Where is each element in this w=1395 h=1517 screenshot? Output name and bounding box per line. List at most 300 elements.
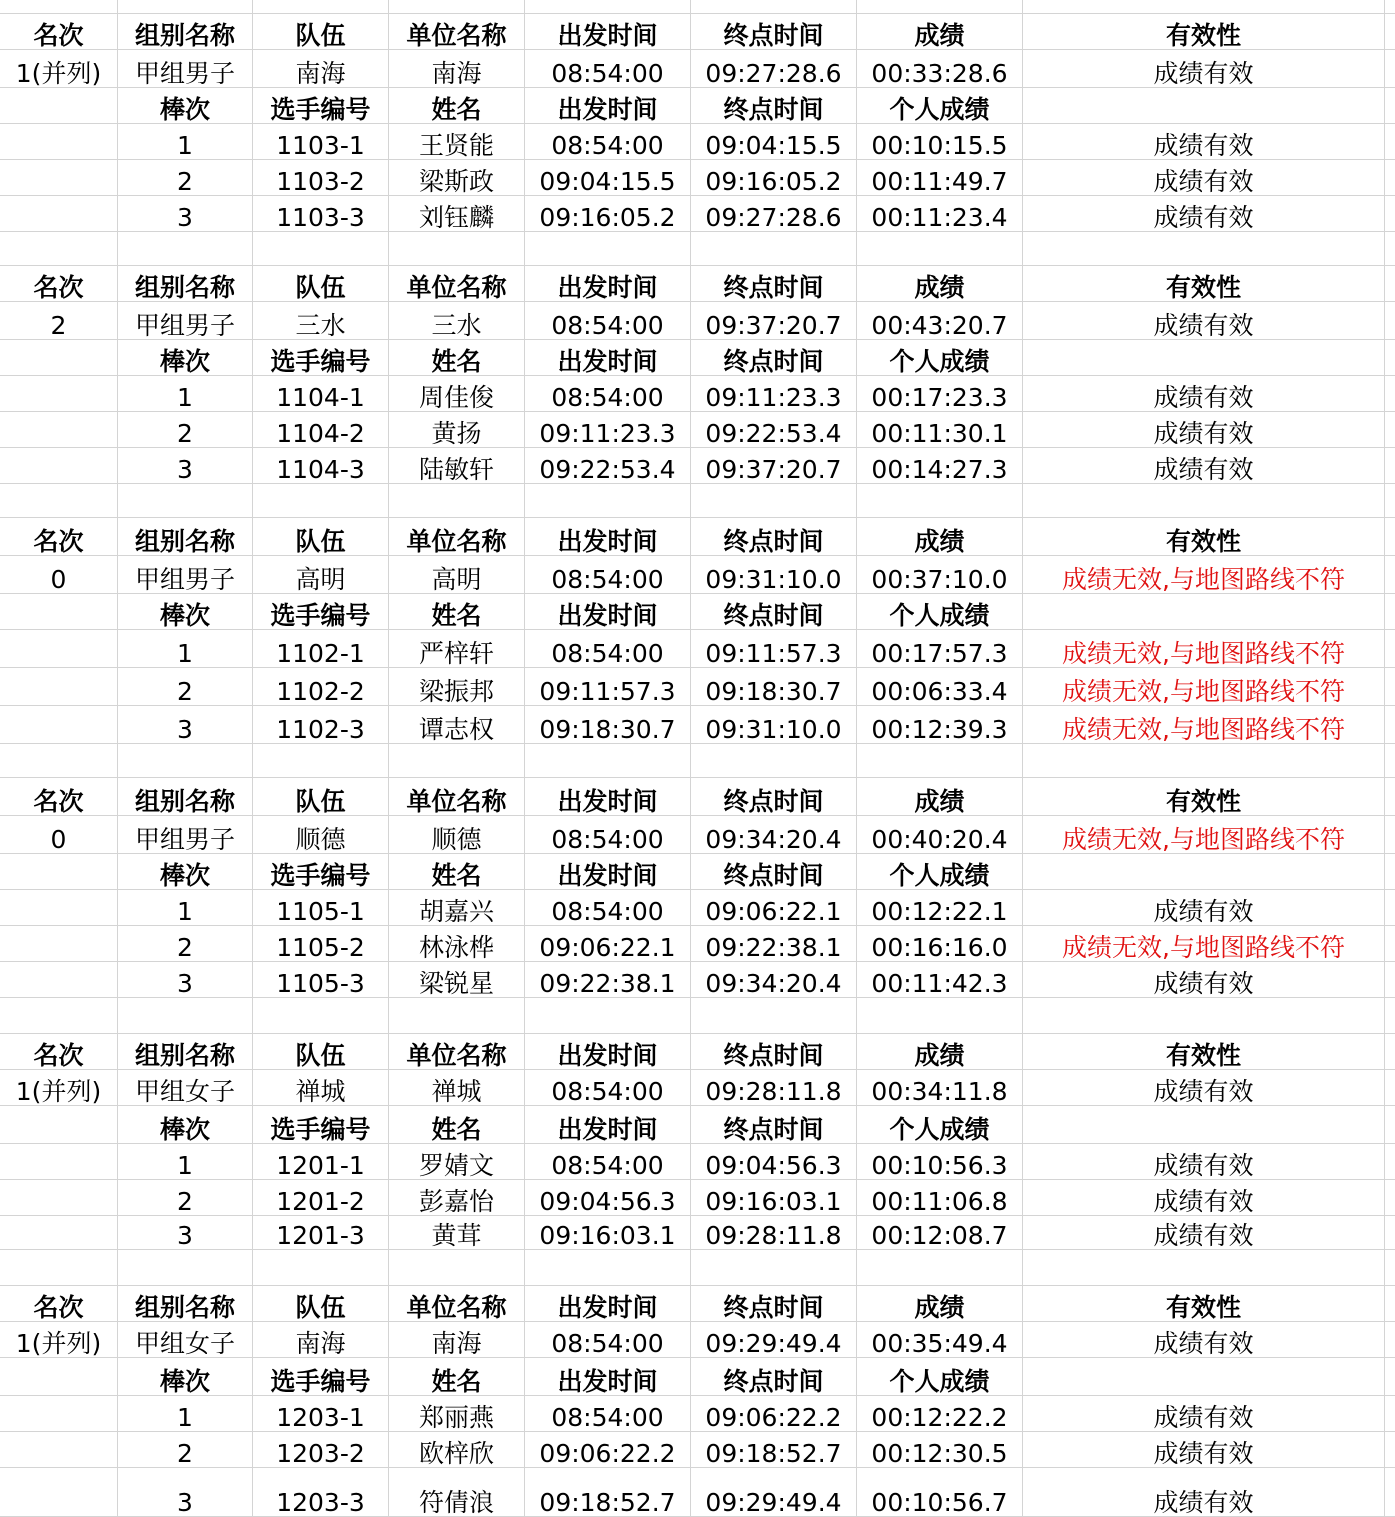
leg-cell[interactable]: 09:18:30.7: [691, 668, 857, 705]
leg-cell[interactable]: 00:17:57.3: [857, 630, 1023, 667]
column-header[interactable]: 终点时间: [691, 518, 857, 555]
leg-cell[interactable]: 成绩有效: [1023, 890, 1385, 925]
leg-cell[interactable]: 08:54:00: [525, 124, 691, 159]
team-summary-cell[interactable]: 甲组男子: [118, 50, 253, 87]
leg-cell[interactable]: 09:16:05.2: [691, 160, 857, 195]
grid-cell[interactable]: [1385, 376, 1395, 411]
leg-column-header[interactable]: 个人成绩: [857, 1358, 1023, 1395]
grid-cell[interactable]: [118, 484, 253, 517]
leg-cell[interactable]: 09:37:20.7: [691, 448, 857, 483]
grid-cell[interactable]: [0, 744, 118, 777]
grid-cell[interactable]: [253, 232, 389, 265]
team-summary-cell[interactable]: 成绩无效,与地图路线不符: [1023, 556, 1385, 593]
leg-column-header[interactable]: 终点时间: [691, 340, 857, 375]
leg-cell[interactable]: [0, 160, 118, 195]
leg-cell[interactable]: 09:04:56.3: [691, 1144, 857, 1179]
leg-column-header[interactable]: 棒次: [118, 854, 253, 889]
leg-column-header[interactable]: [0, 594, 118, 629]
leg-cell[interactable]: [0, 706, 118, 743]
grid-cell[interactable]: [1385, 518, 1395, 555]
leg-cell[interactable]: 09:11:23.3: [525, 412, 691, 447]
team-summary-cell[interactable]: 成绩有效: [1023, 302, 1385, 339]
grid-cell[interactable]: [1385, 630, 1395, 667]
leg-cell[interactable]: 3: [118, 196, 253, 231]
column-header[interactable]: 队伍: [253, 1034, 389, 1069]
leg-column-header[interactable]: 个人成绩: [857, 854, 1023, 889]
column-header[interactable]: 组别名称: [118, 1034, 253, 1069]
grid-cell[interactable]: [1385, 816, 1395, 853]
column-header[interactable]: 成绩: [857, 518, 1023, 555]
leg-cell[interactable]: 1103-3: [253, 196, 389, 231]
column-header[interactable]: 终点时间: [691, 266, 857, 301]
column-header[interactable]: 单位名称: [389, 14, 525, 49]
team-summary-cell[interactable]: 甲组男子: [118, 556, 253, 593]
team-summary-cell[interactable]: 成绩有效: [1023, 1070, 1385, 1105]
leg-cell[interactable]: 09:27:28.6: [691, 196, 857, 231]
grid-cell[interactable]: [1385, 1216, 1395, 1249]
leg-cell[interactable]: [0, 1216, 118, 1249]
grid-cell[interactable]: [1023, 232, 1385, 265]
column-header[interactable]: 单位名称: [389, 266, 525, 301]
team-summary-cell[interactable]: 09:28:11.8: [691, 1070, 857, 1105]
grid-cell[interactable]: [1385, 1286, 1395, 1321]
column-header[interactable]: 终点时间: [691, 778, 857, 815]
column-header[interactable]: 有效性: [1023, 14, 1385, 49]
leg-cell[interactable]: 郑丽燕: [389, 1396, 525, 1431]
team-summary-cell[interactable]: 00:35:49.4: [857, 1322, 1023, 1357]
leg-cell[interactable]: 1105-1: [253, 890, 389, 925]
leg-cell[interactable]: 成绩无效,与地图路线不符: [1023, 630, 1385, 667]
grid-cell[interactable]: [0, 1250, 118, 1285]
team-summary-cell[interactable]: 09:29:49.4: [691, 1322, 857, 1357]
grid-cell[interactable]: [1385, 1358, 1395, 1395]
grid-cell[interactable]: [253, 484, 389, 517]
grid-cell[interactable]: [691, 232, 857, 265]
grid-cell[interactable]: [1385, 1106, 1395, 1143]
column-header[interactable]: 成绩: [857, 1286, 1023, 1321]
leg-column-header[interactable]: 选手编号: [253, 1106, 389, 1143]
grid-cell[interactable]: [253, 0, 389, 13]
column-header[interactable]: 成绩: [857, 778, 1023, 815]
grid-cell[interactable]: [1385, 1180, 1395, 1215]
column-header[interactable]: 队伍: [253, 1286, 389, 1321]
grid-cell[interactable]: [1385, 88, 1395, 123]
leg-cell[interactable]: 1: [118, 1144, 253, 1179]
leg-cell[interactable]: 09:11:57.3: [691, 630, 857, 667]
leg-cell[interactable]: 1103-1: [253, 124, 389, 159]
leg-cell[interactable]: 欧梓欣: [389, 1432, 525, 1467]
leg-cell[interactable]: [0, 926, 118, 961]
grid-cell[interactable]: [1385, 412, 1395, 447]
leg-cell[interactable]: 梁斯政: [389, 160, 525, 195]
grid-cell[interactable]: [1385, 196, 1395, 231]
leg-cell[interactable]: 1105-3: [253, 962, 389, 997]
leg-cell[interactable]: 王贤能: [389, 124, 525, 159]
leg-cell[interactable]: 林泳桦: [389, 926, 525, 961]
leg-cell[interactable]: 00:12:30.5: [857, 1432, 1023, 1467]
leg-column-header[interactable]: 出发时间: [525, 1358, 691, 1395]
leg-cell[interactable]: 1203-1: [253, 1396, 389, 1431]
grid-cell[interactable]: [525, 232, 691, 265]
leg-cell[interactable]: 00:12:22.1: [857, 890, 1023, 925]
column-header[interactable]: 出发时间: [525, 518, 691, 555]
grid-cell[interactable]: [1385, 1396, 1395, 1431]
leg-cell[interactable]: 1102-3: [253, 706, 389, 743]
leg-cell[interactable]: 09:22:38.1: [525, 962, 691, 997]
column-header[interactable]: 单位名称: [389, 1034, 525, 1069]
grid-cell[interactable]: [1385, 448, 1395, 483]
grid-cell[interactable]: [389, 232, 525, 265]
grid-cell[interactable]: [1385, 14, 1395, 49]
grid-cell[interactable]: [1385, 1034, 1395, 1069]
team-summary-cell[interactable]: 00:40:20.4: [857, 816, 1023, 853]
leg-column-header[interactable]: 终点时间: [691, 854, 857, 889]
leg-cell[interactable]: 09:06:22.1: [525, 926, 691, 961]
leg-cell[interactable]: 成绩有效: [1023, 376, 1385, 411]
leg-cell[interactable]: [0, 196, 118, 231]
grid-cell[interactable]: [1385, 594, 1395, 629]
grid-cell[interactable]: [525, 484, 691, 517]
leg-column-header[interactable]: 选手编号: [253, 88, 389, 123]
leg-cell[interactable]: 成绩有效: [1023, 412, 1385, 447]
leg-cell[interactable]: 周佳俊: [389, 376, 525, 411]
grid-cell[interactable]: [389, 0, 525, 13]
leg-cell[interactable]: 1103-2: [253, 160, 389, 195]
grid-cell[interactable]: [1023, 744, 1385, 777]
leg-cell[interactable]: 成绩有效: [1023, 1216, 1385, 1249]
leg-cell[interactable]: 1104-3: [253, 448, 389, 483]
column-header[interactable]: 队伍: [253, 14, 389, 49]
grid-cell[interactable]: [1385, 854, 1395, 889]
leg-column-header[interactable]: 姓名: [389, 594, 525, 629]
team-summary-cell[interactable]: 08:54:00: [525, 1070, 691, 1105]
column-header[interactable]: 队伍: [253, 778, 389, 815]
grid-cell[interactable]: [857, 1250, 1023, 1285]
leg-column-header[interactable]: [1023, 340, 1385, 375]
grid-cell[interactable]: [1385, 0, 1395, 13]
leg-cell[interactable]: 成绩有效: [1023, 160, 1385, 195]
leg-cell[interactable]: 09:16:03.1: [525, 1216, 691, 1249]
grid-cell[interactable]: [857, 744, 1023, 777]
team-summary-cell[interactable]: 成绩无效,与地图路线不符: [1023, 816, 1385, 853]
column-header[interactable]: 出发时间: [525, 778, 691, 815]
leg-column-header[interactable]: 姓名: [389, 854, 525, 889]
leg-column-header[interactable]: 选手编号: [253, 854, 389, 889]
team-summary-cell[interactable]: 禅城: [253, 1070, 389, 1105]
team-summary-cell[interactable]: 08:54:00: [525, 556, 691, 593]
leg-column-header[interactable]: 选手编号: [253, 594, 389, 629]
leg-cell[interactable]: 1: [118, 890, 253, 925]
leg-column-header[interactable]: 出发时间: [525, 88, 691, 123]
team-summary-cell[interactable]: 09:31:10.0: [691, 556, 857, 593]
column-header[interactable]: 终点时间: [691, 1034, 857, 1069]
leg-column-header[interactable]: 姓名: [389, 1358, 525, 1395]
leg-cell[interactable]: 09:34:20.4: [691, 962, 857, 997]
leg-cell[interactable]: 3: [118, 1468, 253, 1516]
team-summary-cell[interactable]: 高明: [389, 556, 525, 593]
leg-cell[interactable]: [0, 1396, 118, 1431]
team-summary-cell[interactable]: 00:37:10.0: [857, 556, 1023, 593]
leg-cell[interactable]: 成绩有效: [1023, 962, 1385, 997]
team-summary-cell[interactable]: 09:34:20.4: [691, 816, 857, 853]
leg-cell[interactable]: 00:10:56.3: [857, 1144, 1023, 1179]
leg-cell[interactable]: 1: [118, 376, 253, 411]
leg-cell[interactable]: 梁振邦: [389, 668, 525, 705]
leg-cell[interactable]: 2: [118, 412, 253, 447]
grid-cell[interactable]: [691, 744, 857, 777]
leg-column-header[interactable]: [0, 88, 118, 123]
leg-column-header[interactable]: 终点时间: [691, 1106, 857, 1143]
leg-column-header[interactable]: 个人成绩: [857, 340, 1023, 375]
column-header[interactable]: 组别名称: [118, 1286, 253, 1321]
leg-column-header[interactable]: 终点时间: [691, 1358, 857, 1395]
leg-column-header[interactable]: 终点时间: [691, 88, 857, 123]
column-header[interactable]: 组别名称: [118, 778, 253, 815]
column-header[interactable]: 队伍: [253, 266, 389, 301]
leg-cell[interactable]: 00:14:27.3: [857, 448, 1023, 483]
leg-cell[interactable]: [0, 448, 118, 483]
team-summary-cell[interactable]: 09:27:28.6: [691, 50, 857, 87]
team-summary-cell[interactable]: 08:54:00: [525, 1322, 691, 1357]
column-header[interactable]: 队伍: [253, 518, 389, 555]
leg-cell[interactable]: 3: [118, 962, 253, 997]
leg-cell[interactable]: 1201-1: [253, 1144, 389, 1179]
grid-cell[interactable]: [0, 232, 118, 265]
leg-column-header[interactable]: 棒次: [118, 88, 253, 123]
leg-column-header[interactable]: 选手编号: [253, 1358, 389, 1395]
team-summary-cell[interactable]: 08:54:00: [525, 50, 691, 87]
team-summary-cell[interactable]: 1(并列): [0, 1070, 118, 1105]
leg-cell[interactable]: 00:12:08.7: [857, 1216, 1023, 1249]
column-header[interactable]: 有效性: [1023, 778, 1385, 815]
leg-column-header[interactable]: 终点时间: [691, 594, 857, 629]
grid-cell[interactable]: [253, 998, 389, 1033]
leg-column-header[interactable]: 姓名: [389, 1106, 525, 1143]
leg-cell[interactable]: 09:16:03.1: [691, 1180, 857, 1215]
leg-cell[interactable]: [0, 1180, 118, 1215]
grid-cell[interactable]: [118, 0, 253, 13]
leg-cell[interactable]: 08:54:00: [525, 1396, 691, 1431]
leg-cell[interactable]: 1: [118, 1396, 253, 1431]
grid-cell[interactable]: [1385, 124, 1395, 159]
leg-column-header[interactable]: [0, 1106, 118, 1143]
grid-cell[interactable]: [1385, 1322, 1395, 1357]
leg-cell[interactable]: 1102-2: [253, 668, 389, 705]
team-summary-cell[interactable]: 甲组男子: [118, 302, 253, 339]
leg-cell[interactable]: [0, 412, 118, 447]
column-header[interactable]: 名次: [0, 266, 118, 301]
team-summary-cell[interactable]: 甲组女子: [118, 1322, 253, 1357]
leg-cell[interactable]: 1: [118, 124, 253, 159]
column-header[interactable]: 出发时间: [525, 266, 691, 301]
leg-cell[interactable]: [0, 124, 118, 159]
team-summary-cell[interactable]: 成绩有效: [1023, 1322, 1385, 1357]
leg-cell[interactable]: 彭嘉怡: [389, 1180, 525, 1215]
leg-cell[interactable]: 00:11:42.3: [857, 962, 1023, 997]
grid-cell[interactable]: [1385, 668, 1395, 705]
leg-cell[interactable]: 09:11:23.3: [691, 376, 857, 411]
leg-cell[interactable]: 成绩有效: [1023, 1432, 1385, 1467]
leg-cell[interactable]: 胡嘉兴: [389, 890, 525, 925]
grid-cell[interactable]: [1385, 484, 1395, 517]
grid-cell[interactable]: [857, 484, 1023, 517]
leg-cell[interactable]: 2: [118, 1180, 253, 1215]
grid-cell[interactable]: [525, 998, 691, 1033]
leg-cell[interactable]: 成绩有效: [1023, 124, 1385, 159]
leg-cell[interactable]: 成绩有效: [1023, 1144, 1385, 1179]
grid-cell[interactable]: [525, 744, 691, 777]
leg-cell[interactable]: 成绩无效,与地图路线不符: [1023, 706, 1385, 743]
team-summary-cell[interactable]: 成绩有效: [1023, 50, 1385, 87]
team-summary-cell[interactable]: 甲组女子: [118, 1070, 253, 1105]
leg-cell[interactable]: 2: [118, 1432, 253, 1467]
leg-column-header[interactable]: [1023, 1106, 1385, 1143]
leg-cell[interactable]: [0, 376, 118, 411]
grid-cell[interactable]: [1385, 266, 1395, 301]
leg-column-header[interactable]: [0, 1358, 118, 1395]
leg-cell[interactable]: 成绩有效: [1023, 1396, 1385, 1431]
grid-cell[interactable]: [1385, 556, 1395, 593]
team-summary-cell[interactable]: 0: [0, 556, 118, 593]
grid-cell[interactable]: [118, 998, 253, 1033]
leg-cell[interactable]: 00:10:15.5: [857, 124, 1023, 159]
column-header[interactable]: 有效性: [1023, 266, 1385, 301]
leg-cell[interactable]: 00:06:33.4: [857, 668, 1023, 705]
leg-cell[interactable]: 09:31:10.0: [691, 706, 857, 743]
leg-column-header[interactable]: [1023, 854, 1385, 889]
leg-cell[interactable]: 09:06:22.1: [691, 890, 857, 925]
leg-cell[interactable]: 1203-3: [253, 1468, 389, 1516]
leg-cell[interactable]: 09:18:52.7: [691, 1432, 857, 1467]
leg-cell[interactable]: 00:11:49.7: [857, 160, 1023, 195]
leg-cell[interactable]: [0, 630, 118, 667]
leg-cell[interactable]: 符倩浪: [389, 1468, 525, 1516]
leg-cell[interactable]: 1104-2: [253, 412, 389, 447]
grid-cell[interactable]: [1385, 998, 1395, 1033]
grid-cell[interactable]: [1385, 1432, 1395, 1467]
team-summary-cell[interactable]: 甲组男子: [118, 816, 253, 853]
grid-cell[interactable]: [0, 0, 118, 13]
column-header[interactable]: 有效性: [1023, 1034, 1385, 1069]
leg-column-header[interactable]: 个人成绩: [857, 594, 1023, 629]
team-summary-cell[interactable]: 南海: [253, 1322, 389, 1357]
grid-cell[interactable]: [1023, 484, 1385, 517]
grid-cell[interactable]: [691, 998, 857, 1033]
column-header[interactable]: 出发时间: [525, 1286, 691, 1321]
team-summary-cell[interactable]: 08:54:00: [525, 302, 691, 339]
leg-cell[interactable]: 成绩有效: [1023, 448, 1385, 483]
team-summary-cell[interactable]: 禅城: [389, 1070, 525, 1105]
grid-cell[interactable]: [1385, 706, 1395, 743]
grid-cell[interactable]: [857, 0, 1023, 13]
grid-cell[interactable]: [1385, 50, 1395, 87]
leg-column-header[interactable]: 出发时间: [525, 340, 691, 375]
grid-cell[interactable]: [1385, 1250, 1395, 1285]
leg-cell[interactable]: 刘钰麟: [389, 196, 525, 231]
grid-cell[interactable]: [389, 484, 525, 517]
column-header[interactable]: 组别名称: [118, 14, 253, 49]
leg-cell[interactable]: 09:18:52.7: [525, 1468, 691, 1516]
leg-column-header[interactable]: 棒次: [118, 594, 253, 629]
leg-cell[interactable]: 08:54:00: [525, 890, 691, 925]
leg-cell[interactable]: [0, 1468, 118, 1516]
grid-cell[interactable]: [1385, 160, 1395, 195]
leg-cell[interactable]: [0, 962, 118, 997]
grid-cell[interactable]: [1023, 0, 1385, 13]
grid-cell[interactable]: [1385, 744, 1395, 777]
grid-cell[interactable]: [1385, 302, 1395, 339]
grid-cell[interactable]: [389, 744, 525, 777]
leg-cell[interactable]: 罗婧文: [389, 1144, 525, 1179]
column-header[interactable]: 成绩: [857, 1034, 1023, 1069]
leg-cell[interactable]: 09:28:11.8: [691, 1216, 857, 1249]
leg-cell[interactable]: 09:22:38.1: [691, 926, 857, 961]
grid-cell[interactable]: [1385, 1144, 1395, 1179]
team-summary-cell[interactable]: 2: [0, 302, 118, 339]
leg-cell[interactable]: 09:16:05.2: [525, 196, 691, 231]
leg-cell[interactable]: [0, 1144, 118, 1179]
leg-cell[interactable]: 成绩无效,与地图路线不符: [1023, 668, 1385, 705]
leg-cell[interactable]: 00:16:16.0: [857, 926, 1023, 961]
leg-column-header[interactable]: 个人成绩: [857, 88, 1023, 123]
grid-cell[interactable]: [389, 1250, 525, 1285]
team-summary-cell[interactable]: 三水: [389, 302, 525, 339]
grid-cell[interactable]: [1385, 1070, 1395, 1105]
leg-cell[interactable]: 08:54:00: [525, 376, 691, 411]
team-summary-cell[interactable]: 顺德: [253, 816, 389, 853]
leg-column-header[interactable]: [0, 854, 118, 889]
leg-cell[interactable]: 2: [118, 668, 253, 705]
team-summary-cell[interactable]: 高明: [253, 556, 389, 593]
leg-cell[interactable]: 成绩无效,与地图路线不符: [1023, 926, 1385, 961]
grid-cell[interactable]: [1385, 778, 1395, 815]
leg-cell[interactable]: 00:12:39.3: [857, 706, 1023, 743]
grid-cell[interactable]: [0, 484, 118, 517]
column-header[interactable]: 有效性: [1023, 1286, 1385, 1321]
leg-cell[interactable]: 1201-3: [253, 1216, 389, 1249]
team-summary-cell[interactable]: 08:54:00: [525, 816, 691, 853]
grid-cell[interactable]: [0, 998, 118, 1033]
leg-column-header[interactable]: [0, 340, 118, 375]
team-summary-cell[interactable]: 南海: [389, 1322, 525, 1357]
grid-cell[interactable]: [118, 744, 253, 777]
column-header[interactable]: 名次: [0, 518, 118, 555]
leg-cell[interactable]: 严梓轩: [389, 630, 525, 667]
leg-cell[interactable]: 00:10:56.7: [857, 1468, 1023, 1516]
team-summary-cell[interactable]: 顺德: [389, 816, 525, 853]
leg-cell[interactable]: 1201-2: [253, 1180, 389, 1215]
team-summary-cell[interactable]: 1(并列): [0, 1322, 118, 1357]
leg-cell[interactable]: 1102-1: [253, 630, 389, 667]
column-header[interactable]: 名次: [0, 14, 118, 49]
grid-cell[interactable]: [253, 744, 389, 777]
grid-cell[interactable]: [1023, 1250, 1385, 1285]
leg-cell[interactable]: 黄扬: [389, 412, 525, 447]
leg-cell[interactable]: 00:11:30.1: [857, 412, 1023, 447]
leg-cell[interactable]: 09:22:53.4: [525, 448, 691, 483]
team-summary-cell[interactable]: 南海: [389, 50, 525, 87]
leg-column-header[interactable]: 出发时间: [525, 594, 691, 629]
leg-column-header[interactable]: 出发时间: [525, 1106, 691, 1143]
column-header[interactable]: 成绩: [857, 14, 1023, 49]
grid-cell[interactable]: [857, 232, 1023, 265]
leg-cell[interactable]: 3: [118, 448, 253, 483]
leg-cell[interactable]: 1104-1: [253, 376, 389, 411]
leg-column-header[interactable]: 棒次: [118, 1106, 253, 1143]
leg-cell[interactable]: 1105-2: [253, 926, 389, 961]
leg-cell[interactable]: 成绩有效: [1023, 196, 1385, 231]
leg-column-header[interactable]: 出发时间: [525, 854, 691, 889]
